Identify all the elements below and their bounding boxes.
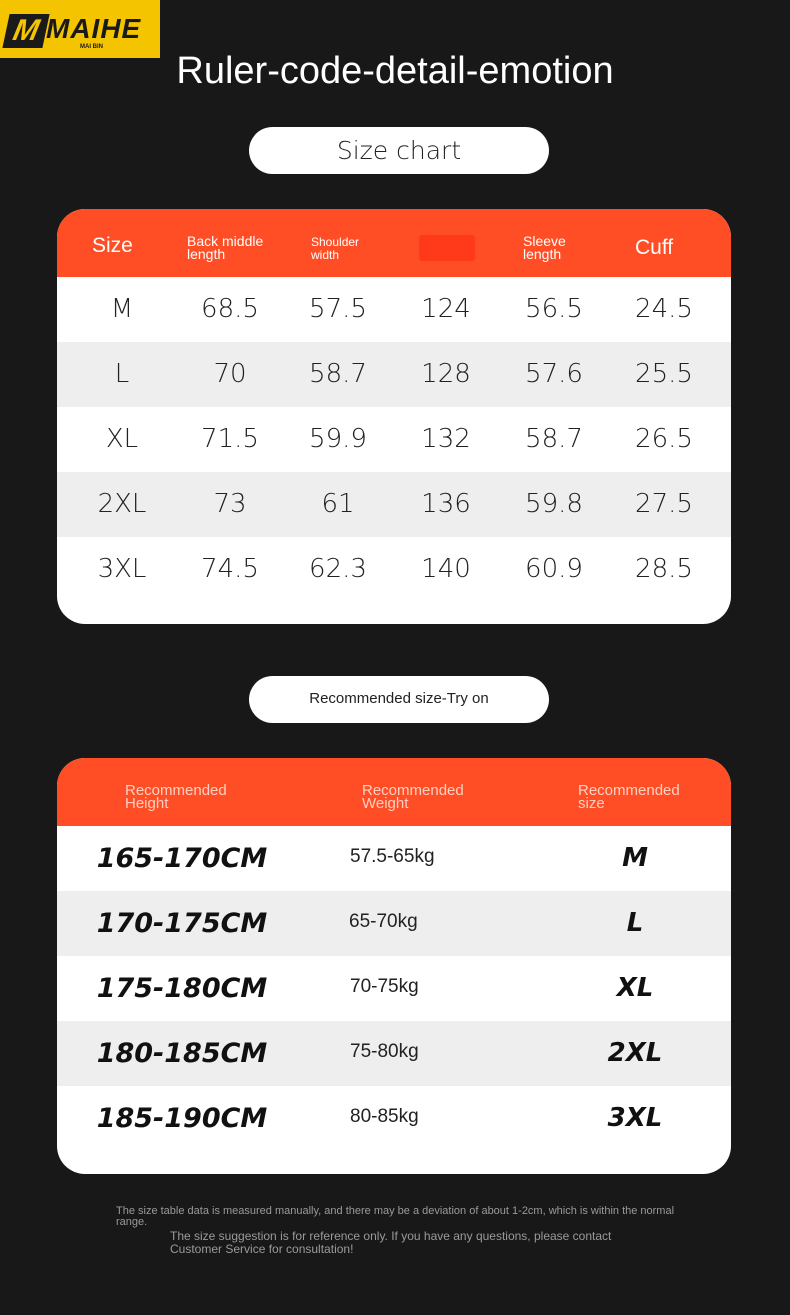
page-title: Ruler-code-detail-emotion	[176, 50, 614, 92]
cell-chest: 132	[421, 424, 471, 454]
header-recommended-height: Recommended Height	[125, 782, 227, 812]
size-chart-header	[57, 209, 731, 277]
header-size: Size	[92, 234, 133, 257]
cell-weight: 80-85kg	[350, 1106, 419, 1127]
header-shoulder-width: Shoulder width	[311, 235, 360, 262]
cell-size: M	[622, 843, 648, 873]
cell-cuff: 24.5	[635, 294, 693, 324]
cell-height: 175-180CM	[96, 973, 268, 1004]
cell-size: 2XL	[607, 1038, 663, 1068]
cell-back-length: 73	[213, 489, 247, 519]
header-back-middle-length: Back middle length	[187, 233, 264, 262]
cell-back-length: 71.5	[201, 424, 259, 454]
table-row	[57, 1086, 731, 1151]
table-row	[57, 342, 731, 407]
cell-cuff: 25.5	[635, 359, 693, 389]
cell-shoulder: 58.7	[309, 359, 367, 389]
cell-chest: 140	[421, 554, 471, 584]
table-row	[57, 826, 731, 891]
cell-chest: 136	[421, 489, 471, 519]
recommended-size-table	[57, 758, 731, 1174]
cell-cuff: 27.5	[635, 489, 693, 519]
cell-shoulder: 59.9	[309, 424, 367, 454]
size-chart-title: Size chart	[249, 127, 549, 174]
cell-size: XL	[105, 424, 139, 454]
cell-sleeve: 58.7	[525, 424, 583, 454]
cell-sleeve: 60.9	[525, 554, 583, 584]
cell-size: L	[114, 359, 130, 389]
suggestion-note: The size suggestion is for reference only. If you have any questions, please contact Customer Service for consultation!	[170, 1229, 612, 1256]
cell-sleeve: 59.8	[525, 489, 583, 519]
cell-size: XL	[616, 973, 654, 1003]
size-chart-table	[57, 209, 731, 624]
recommended-title: Recommended size-Try on	[249, 676, 549, 723]
cell-chest: 124	[421, 294, 471, 324]
cell-back-length: 70	[213, 359, 247, 389]
table-row	[57, 956, 731, 1021]
cell-height: 170-175CM	[96, 908, 268, 939]
measurement-note: The size table data is measured manually, and there may be a deviation of about 1-2cm, which is within the normal range.	[116, 1205, 675, 1228]
cell-shoulder: 57.5	[309, 294, 367, 324]
table-row	[57, 472, 731, 537]
cell-weight: 70-75kg	[350, 976, 419, 997]
header-chest-placeholder	[419, 235, 475, 261]
cell-size: M	[110, 294, 134, 324]
cell-sleeve: 57.6	[525, 359, 583, 389]
logo-subtext: MAI BIN	[80, 44, 103, 50]
cell-size: 2XL	[97, 489, 147, 519]
cell-chest: 128	[421, 359, 471, 389]
cell-shoulder: 61	[321, 489, 355, 519]
logo-mark: M	[2, 14, 49, 48]
cell-height: 185-190CM	[96, 1103, 268, 1134]
header-cuff: Cuff	[635, 236, 674, 259]
cell-sleeve: 56.5	[525, 294, 583, 324]
cell-cuff: 26.5	[635, 424, 693, 454]
header-sleeve-length: Sleeve length	[523, 233, 566, 262]
header-recommended-size: Recommended size	[578, 782, 680, 812]
cell-weight: 75-80kg	[350, 1041, 419, 1062]
recommended-header	[57, 758, 731, 826]
cell-size: L	[626, 908, 644, 938]
cell-back-length: 68.5	[201, 294, 259, 324]
table-row	[57, 407, 731, 472]
cell-back-length: 74.5	[201, 554, 259, 584]
cell-weight: 65-70kg	[349, 911, 418, 932]
cell-size: 3XL	[607, 1103, 663, 1133]
cell-height: 180-185CM	[96, 1038, 268, 1069]
table-row	[57, 277, 731, 342]
cell-shoulder: 62.3	[309, 554, 367, 584]
cell-height: 165-170CM	[96, 843, 268, 874]
table-row	[57, 891, 731, 956]
logo-wordmark: MAIHE	[46, 13, 142, 44]
table-row	[57, 537, 731, 602]
cell-size: 3XL	[97, 554, 147, 584]
header-recommended-weight: Recommended Weight	[362, 782, 464, 812]
cell-weight: 57.5-65kg	[350, 846, 435, 867]
table-row	[57, 1021, 731, 1086]
cell-cuff: 28.5	[635, 554, 693, 584]
